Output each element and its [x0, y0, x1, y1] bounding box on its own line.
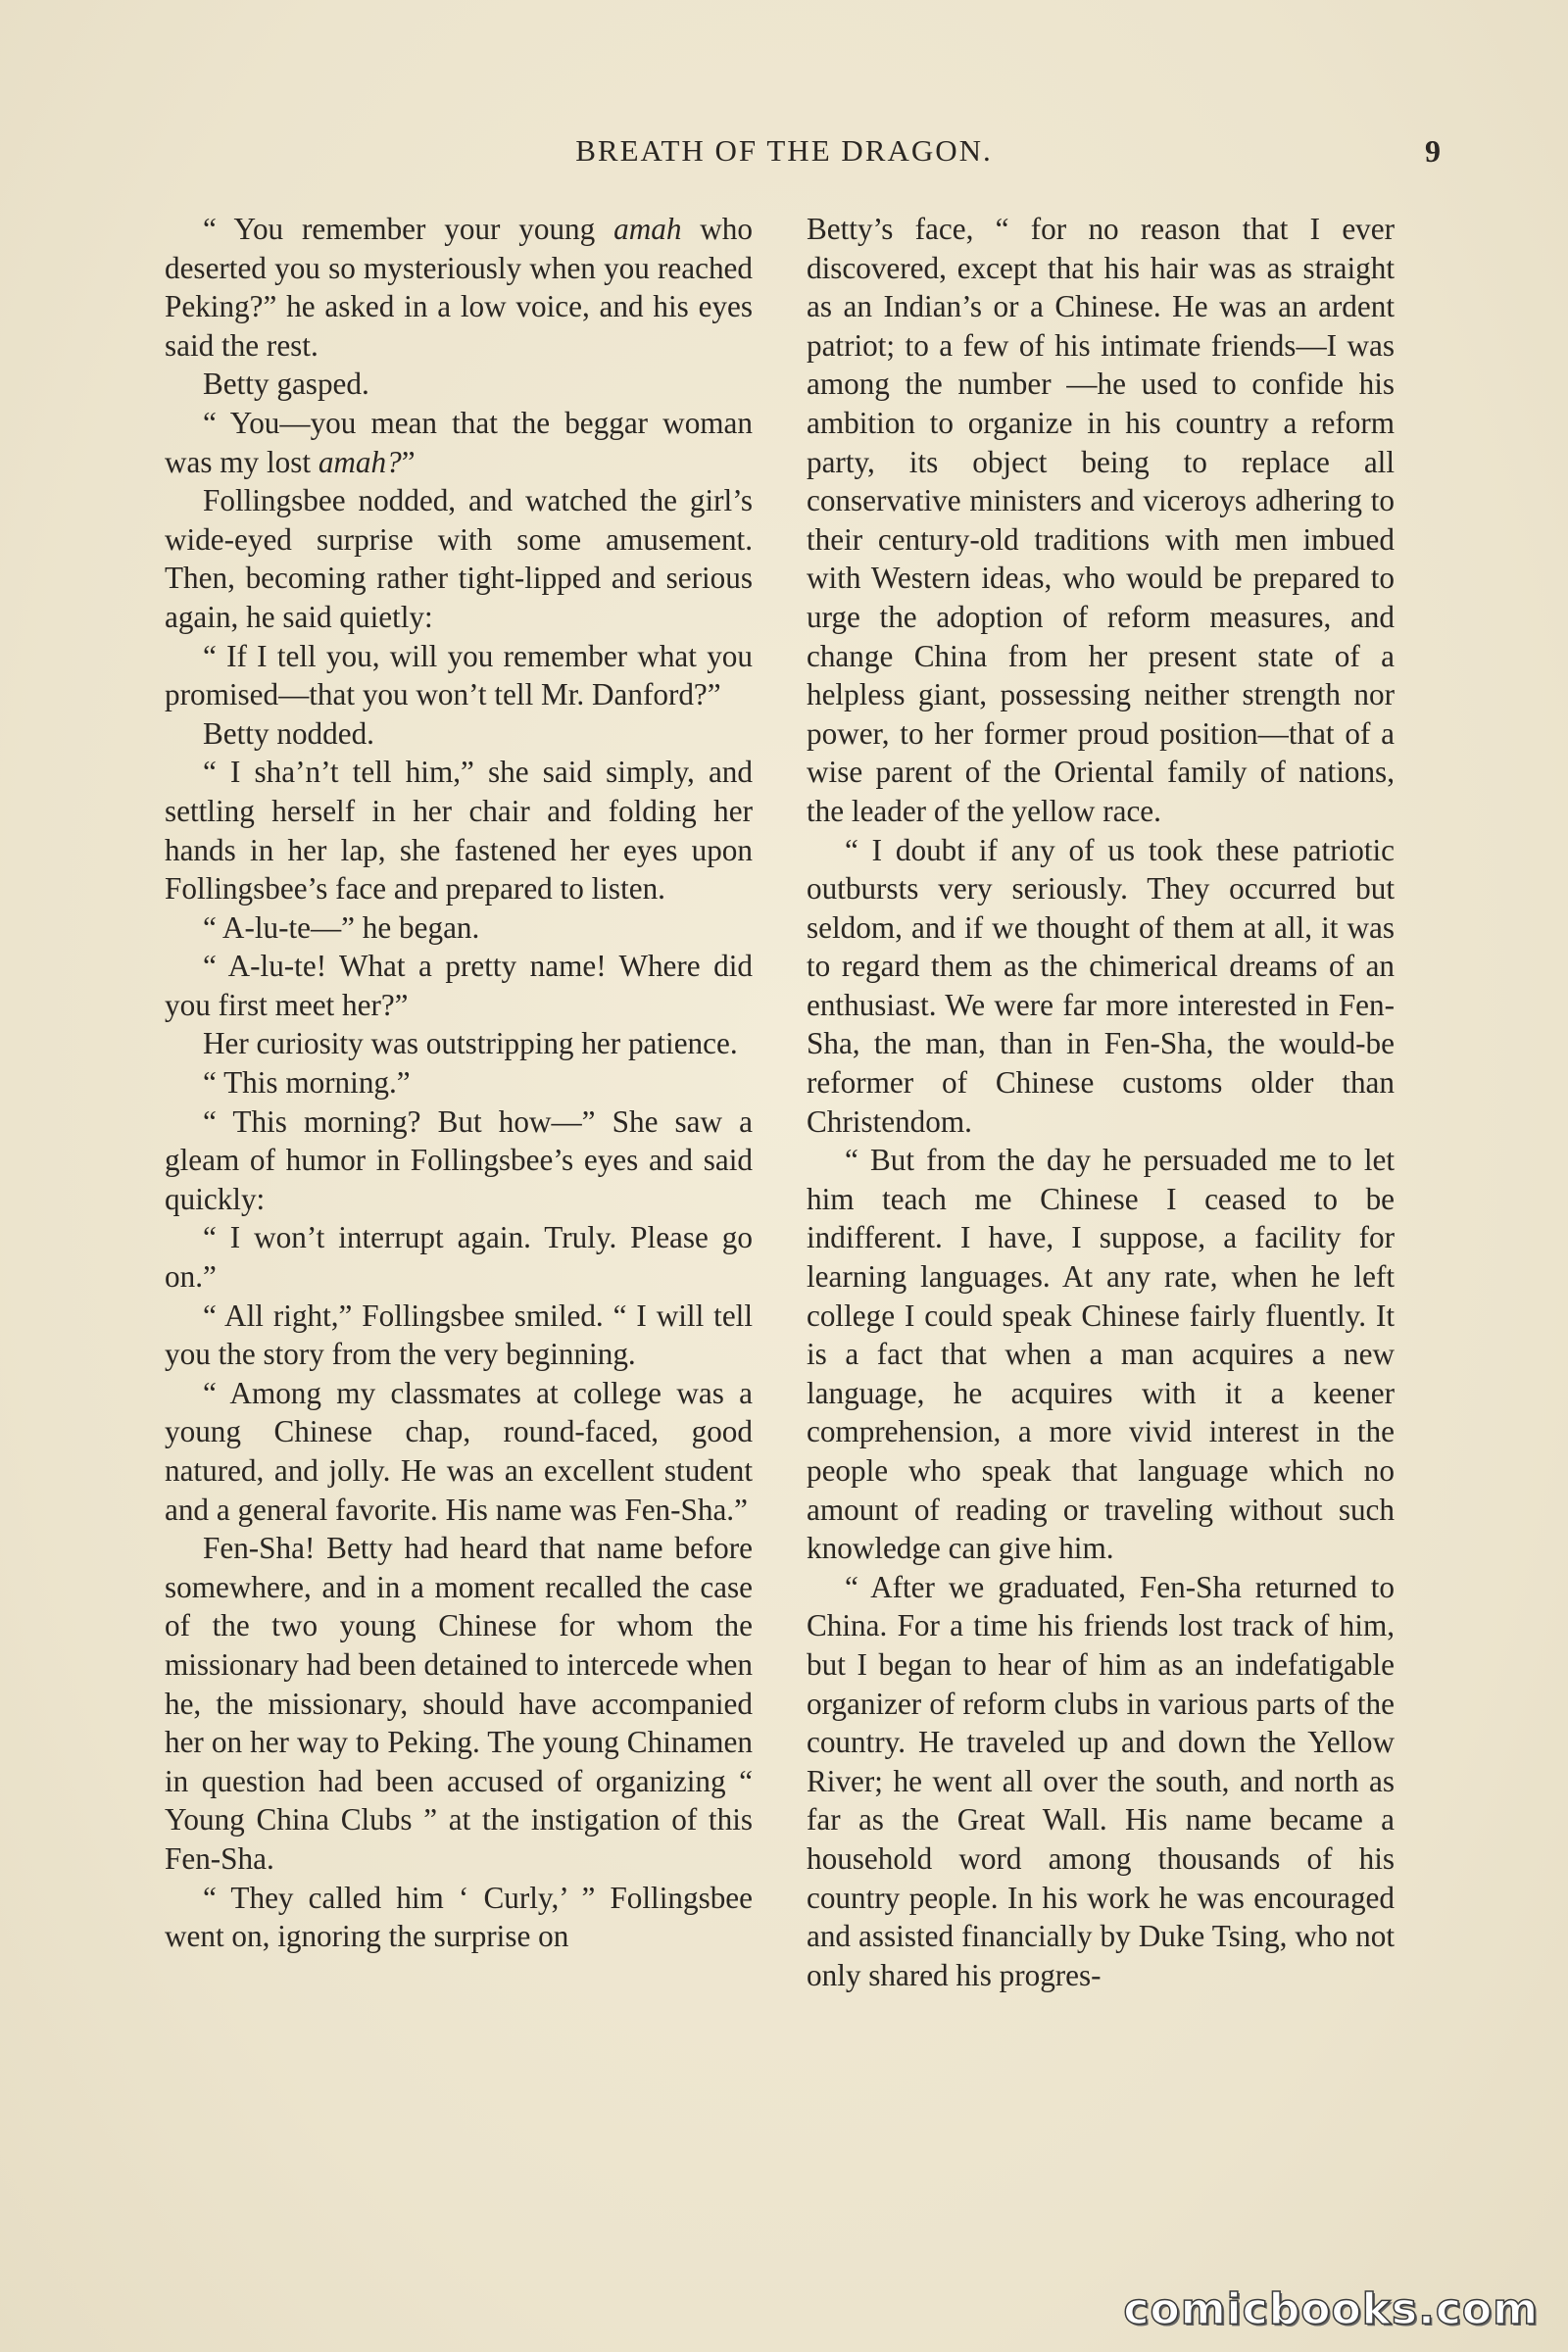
watermark-logo: comicbooks.com	[1123, 2284, 1539, 2334]
paragraph: Follingsbee nodded, and watched the girl’s wide-eyed surprise with some amusement. Then, becoming rather tight-lipped and serious again, he said quietly:	[165, 483, 753, 634]
page-number: 9	[1425, 133, 1441, 169]
paragraph: “ You remember your young amah who deserted you so mysteriously when you reached Peking?” he asked in a low voice, and his eyes said the rest.	[165, 212, 753, 363]
paragraph: “ They called him ‘ Curly,’ ” Follingsbee went on, ignoring the surprise on	[165, 1880, 753, 1954]
paragraph: “ But from the day he persuaded me to let him teach me Chinese I ceased to be indifferent. I have, I suppose, a facility for learning languages. At any rate, when he left college I could speak Chinese fairly fluently. It is a fact that when a man acquires a new language, he acquires with it a keener comprehension, a more vivid interest in the people who speak that language which no amount of reading or traveling without such knowledge can give him.	[807, 1143, 1395, 1566]
paragraph: “ This morning? But how—” She saw a gleam of humor in Follingsbee’s eyes and said quickly:	[165, 1103, 753, 1216]
paragraph: “ After we graduated, Fen-Sha returned to China. For a time his friends lost track of him, but I began to hear of him as an indefatigable organizer of reform clubs in various parts of the country. He traveled up and down the Yellow River; he went all over the south, and north as far as the Great Wall. His name became a household word among thousands of his country people. In his work he was encouraged and assisted financially by Duke Tsing, who not only shared his progres-	[807, 1569, 1395, 1992]
paragraph: “ A-lu-te! What a pretty name! Where did you first meet her?”	[165, 949, 753, 1022]
left-column	[165, 210, 753, 1956]
paragraph: Betty nodded.	[203, 715, 374, 751]
paragraph: Fen-Sha! Betty had heard that name before somewhere, and in a moment recalled the case of the two young Chinese for whom the missionary had been detained to intercede when he, the missionary, should have accompanied her on her way to Peking. The young Chinamen in question had been accused of organizing “ Young China Clubs ” at the instigation of this Fen-Sha.	[165, 1531, 753, 1876]
paragraph: “ I won’t interrupt again. Truly. Please go on.”	[165, 1220, 753, 1295]
paragraph: “ I doubt if any of us took these patriotic outbursts very seriously. They occurred but seldom, and if we thought of them at all, it was to regard them as the chimerical dreams of an enthusiast. We were far more interested in Fen-Sha, the man, than in Fen-Sha, the would-be reformer of Chinese customs older than Christendom.	[807, 832, 1395, 1139]
paragraph: “ Among my classmates at college was a young Chinese chap, round-faced, good natured, and jolly. He was an excellent student and a general favorite. His name was Fen-Sha.”	[165, 1375, 753, 1527]
paragraph: “ A-lu-te—” he began.	[203, 909, 480, 945]
paragraph: “ All right,” Follingsbee smiled. “ I will tell you the story from the very beginning.	[165, 1298, 753, 1372]
paragraph: Betty’s face, “ for no reason that I ever discovered, except that his hair was as straight as an Indian’s or a Chinese. He was an ardent patriot; to a few of his intimate friends—I was among the number —he used to confide his ambition to organize in his country a reform party, its object being to replace all conservative ministers and viceroys adhering to their century-old traditions with men imbued with Western ideas, who would be prepared to urge the adoption of reform measures, and change China from her present state of a helpless giant, possessing neither strength nor power, to her former proud position—that of a wise parent of the Oriental family of nations, the leader of the yellow race.	[807, 212, 1395, 828]
paragraph: “ I sha’n’t tell him,” she said simply, and settling herself in her chair and folding her hands in her lap, she fastened her eyes upon Follingsbee’s face and prepared to listen.	[165, 755, 753, 906]
paragraph: “ This morning.”	[203, 1065, 411, 1101]
running-title: BREATH OF THE DRAGON.	[575, 133, 993, 168]
paragraph: Her curiosity was outstripping her patience.	[203, 1026, 738, 1061]
paragraph: “ You—you mean that the beggar woman was my lost amah?”	[165, 405, 753, 479]
running-head	[0, 133, 1568, 172]
right-column	[807, 210, 1395, 1994]
paragraph: “ If I tell you, will you remember what you promised—that you won’t tell Mr. Danford?”	[165, 638, 753, 712]
paragraph: Betty gasped.	[203, 367, 369, 402]
